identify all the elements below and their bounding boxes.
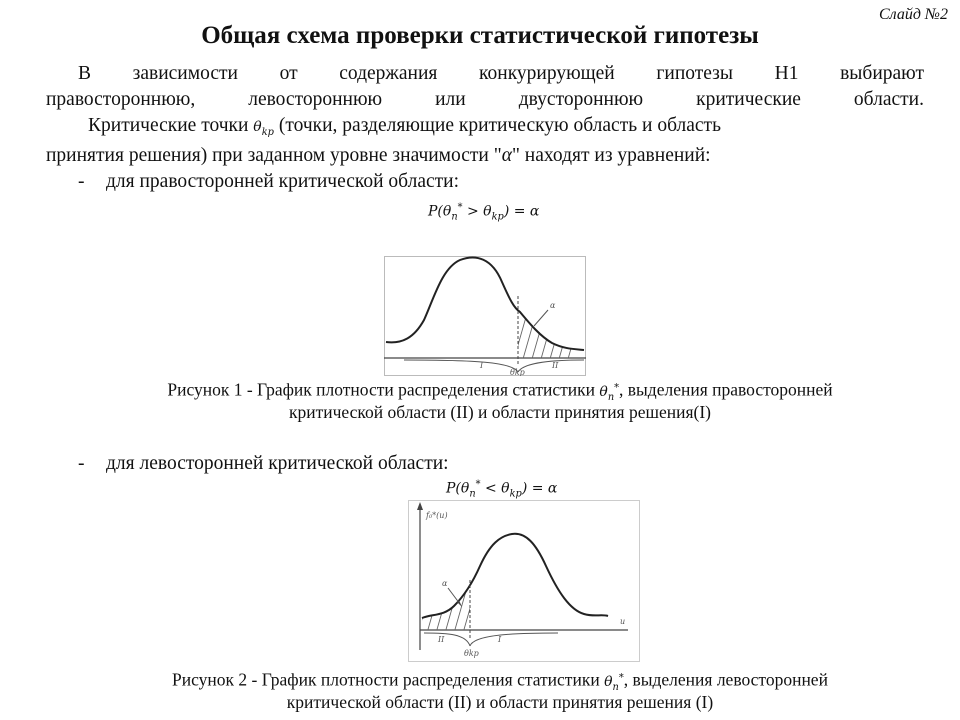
intro-line-3-start: Критические точки xyxy=(88,115,249,136)
intro-line-1: В зависимости от содержания конкурирующей гипотезы Н1 выбирают xyxy=(78,63,924,84)
intro-line-3 xyxy=(88,112,928,146)
fig1-alpha-label: α xyxy=(550,301,556,310)
caption-2-theta: $\theta_n^*$ xyxy=(604,672,624,693)
figure-1-caption-line-1: Рисунок 1 - График плотности распределения статистики $\theta_n^*$, выделения правосторонней xyxy=(167,379,833,403)
density-curve xyxy=(422,534,608,618)
fig2-theta-label: θkp xyxy=(464,649,479,658)
region-II-bracket xyxy=(518,360,584,372)
fig2-y-label: f₀*(u) xyxy=(426,511,448,520)
bullet-dash: - xyxy=(78,453,85,474)
figure-2-caption-line-1: Рисунок 2 - График плотности распределения статистики $\theta_n^*$, выделения левосторонней xyxy=(172,669,828,693)
bullet-dash: - xyxy=(78,171,85,192)
fig2-alpha-label: α xyxy=(442,579,448,588)
fig1-theta-label: θkp xyxy=(510,368,525,376)
figure-1-caption-line-2: критической области (II) и области принятия решения(I) xyxy=(288,402,712,422)
region-I-bracket xyxy=(470,633,558,646)
region-II-bracket xyxy=(424,633,470,646)
right-sided-formula: $P(\theta_n^* > \theta_{kp}) = \alpha$ xyxy=(428,202,540,223)
critical-region-hatch xyxy=(512,296,586,366)
fig2-region-I-label: I xyxy=(498,635,502,644)
left-sided-formula: $P(\theta_n^* < \theta_{kp}) = \alpha$ xyxy=(446,479,558,500)
fig1-region-II-label: II xyxy=(552,361,559,370)
region-I-bracket xyxy=(404,360,518,372)
alpha-pointer xyxy=(534,310,548,326)
fig2-u-label: u xyxy=(620,617,626,626)
slide-number: Слайд №2 xyxy=(878,6,948,23)
fig1-region-I-label: I xyxy=(480,361,484,370)
fig2-region-II-label: II xyxy=(438,635,445,644)
theta-kp-symbol: $\theta_{kp}$ xyxy=(253,119,274,138)
figure-2-caption-line-2: критической области (II) и области принятия решения (I) xyxy=(286,692,714,712)
figure-right-sided xyxy=(384,256,586,376)
intro-line-4: принятия решения) при заданном уровне значимости "α" находят из уравнений: xyxy=(46,145,711,166)
right-sided-heading: - для правосторонней критической области: xyxy=(78,168,778,195)
caption-1-theta: $\theta_n^*$ xyxy=(599,382,620,403)
alpha-symbol: α xyxy=(501,145,512,166)
intro-line-2: правостороннюю, левостороннюю или двустороннюю критические области. xyxy=(46,89,924,110)
figure-left-sided xyxy=(408,500,640,662)
left-sided-heading: - для левосторонней критической области: xyxy=(78,450,778,477)
page-title: Общая схема проверки статистической гипотезы xyxy=(201,22,759,49)
intro-line-3-end: (точки, разделяющие критическую область и область xyxy=(278,115,721,136)
y-axis-arrow xyxy=(417,502,423,510)
